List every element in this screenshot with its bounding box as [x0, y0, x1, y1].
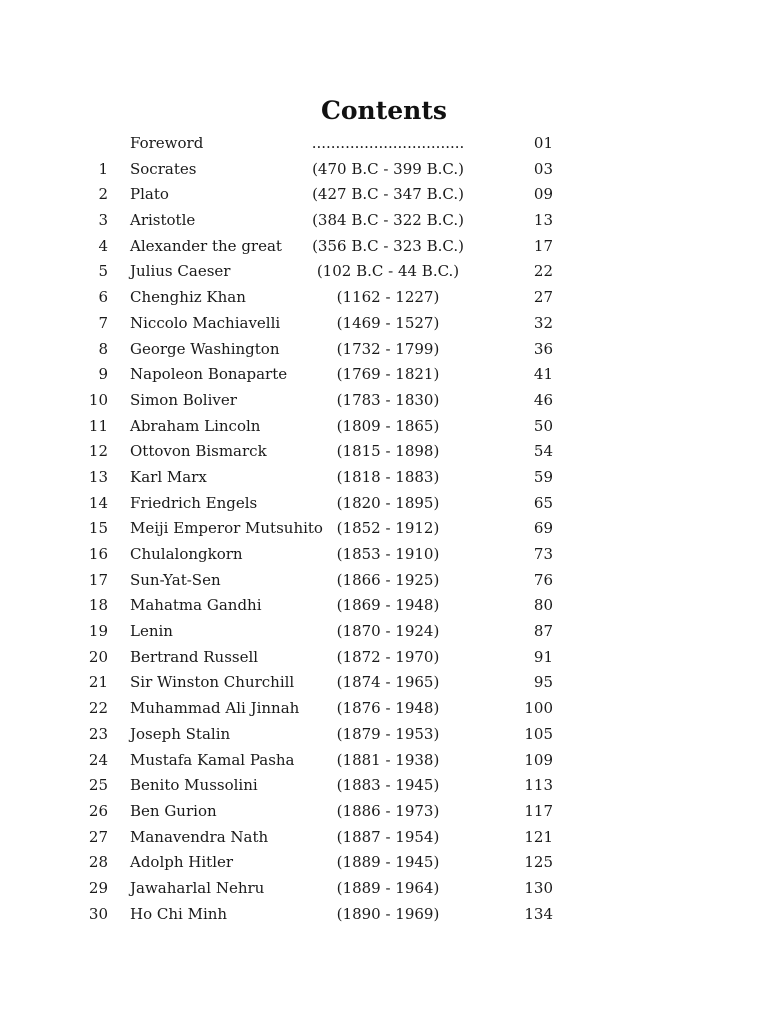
toc-entry: [0, 645, 768, 671]
toc-entry: [0, 388, 768, 414]
toc-entry: [0, 902, 768, 928]
toc-entry: [0, 696, 768, 722]
toc-entry: [0, 439, 768, 465]
entry-number: 21: [88, 673, 108, 692]
entry-number: 12: [88, 442, 108, 461]
entry-name: Julius Caeser: [130, 262, 231, 281]
entry-name: Ho Chi Minh: [130, 904, 228, 923]
entry-name: Foreword: [130, 134, 204, 152]
toc-entry: [0, 414, 768, 440]
toc-entry: [0, 568, 768, 594]
entry-page-number: 130: [524, 878, 553, 897]
entry-page-number: 54: [533, 442, 553, 461]
entry-dates: (1887 - 1954): [336, 827, 440, 846]
toc-entry: [0, 311, 768, 337]
entry-page-number: 41: [533, 365, 553, 384]
entry-name: Jawaharlal Nehru: [130, 878, 265, 897]
entry-page-number: 01: [533, 134, 553, 152]
entry-name: Chenghiz Khan: [130, 288, 246, 307]
entry-dates: (1469 - 1527): [336, 313, 440, 332]
entry-page-number: 113: [524, 776, 553, 795]
entry-number: 14: [88, 493, 108, 512]
entry-number: 26: [88, 801, 108, 820]
entry-number: 20: [88, 647, 108, 666]
entry-name: Abraham Lincoln: [130, 416, 261, 435]
entry-name: Manavendra Nath: [130, 827, 269, 846]
entry-name: Karl Marx: [130, 467, 207, 486]
entry-page-number: 117: [524, 801, 553, 820]
entry-number: 2: [98, 185, 108, 204]
entry-number: 6: [98, 288, 108, 307]
entry-name: Adolph Hitler: [130, 853, 234, 872]
toc-entry: [0, 131, 768, 157]
entry-number: 17: [88, 570, 108, 589]
entry-number: 29: [88, 878, 108, 897]
entry-dates: (1890 - 1969): [336, 904, 440, 923]
toc-entry: [0, 773, 768, 799]
entry-dates: (1872 - 1970): [336, 647, 440, 666]
entry-page-number: 73: [533, 545, 553, 563]
entry-page-number: 125: [524, 853, 553, 872]
entry-dates: (470 B.C - 399 B.C.): [312, 159, 464, 178]
entry-dates: (1732 - 1799): [336, 339, 440, 358]
toc-entry: [0, 850, 768, 876]
entry-page-number: 46: [533, 390, 553, 409]
toc-entry: [0, 748, 768, 774]
entry-name: Napoleon Bonaparte: [130, 365, 288, 384]
entry-dates: (1874 - 1965): [336, 673, 440, 692]
entry-number: 22: [88, 699, 108, 718]
entry-name: Meiji Emperor Mutsuhito: [130, 519, 323, 538]
entry-number: 15: [88, 519, 108, 538]
entry-number: 3: [98, 211, 108, 230]
toc-entry: [0, 670, 768, 696]
entry-name: Lenin: [130, 622, 173, 641]
entry-name: Ben Gurion: [130, 801, 217, 820]
entry-number: 24: [88, 750, 108, 769]
entry-dates: (1869 - 1948): [336, 596, 440, 615]
entry-dates: (1852 - 1912): [336, 519, 440, 538]
entry-name: Mustafa Kamal Pasha: [130, 750, 295, 769]
entry-dates: (1820 - 1895): [336, 493, 440, 512]
toc-entry: [0, 516, 768, 542]
toc-entry: [0, 157, 768, 183]
entry-dates: (1881 - 1938): [336, 750, 440, 769]
toc-entry: [0, 465, 768, 491]
toc-entry: [0, 593, 768, 619]
toc-entry: [0, 619, 768, 645]
entry-number: 7: [98, 313, 108, 332]
toc-entry: [0, 259, 768, 285]
entry-number: 16: [88, 545, 108, 563]
entry-dates: (1879 - 1953): [336, 724, 440, 743]
entry-page-number: 36: [533, 339, 553, 358]
toc-entry: [0, 337, 768, 363]
toc-entry: [0, 362, 768, 388]
entry-page-number: 121: [524, 827, 553, 846]
entry-page-number: 95: [533, 673, 553, 692]
entry-number: 13: [88, 467, 108, 486]
entry-page-number: 80: [533, 596, 553, 615]
entry-dates: (1809 - 1865): [336, 416, 440, 435]
entry-page-number: 13: [533, 211, 553, 230]
entry-dates: (1853 - 1910): [336, 545, 440, 563]
page-title: Contents: [320, 96, 447, 125]
entry-number: 25: [88, 776, 108, 795]
toc-entry: [0, 234, 768, 260]
entry-name: Sir Winston Churchill: [130, 673, 295, 692]
entry-name: Plato: [130, 185, 169, 204]
entry-page-number: 69: [533, 519, 553, 538]
entry-name: Joseph Stalin: [130, 724, 231, 743]
entry-dates: (1783 - 1830): [336, 390, 440, 409]
entry-dates: (1815 - 1898): [336, 442, 440, 461]
entry-name: Bertrand Russell: [130, 647, 259, 666]
entry-name: Simon Boliver: [130, 390, 237, 409]
entry-name: Socrates: [130, 159, 197, 178]
toc-entry: [0, 542, 768, 568]
entry-number: 19: [88, 622, 108, 641]
entry-page-number: 32: [533, 313, 553, 332]
entry-dates: (102 B.C - 44 B.C.): [316, 262, 460, 281]
entry-page-number: 100: [524, 699, 553, 718]
entry-page-number: 03: [533, 159, 553, 178]
entry-page-number: 134: [524, 904, 553, 923]
entry-name: Muhammad Ali Jinnah: [130, 699, 300, 718]
toc-entry: [0, 825, 768, 851]
entry-page-number: 09: [533, 185, 553, 204]
entry-page-number: 17: [533, 236, 553, 255]
entry-number: 28: [88, 853, 108, 872]
entry-page-number: 105: [524, 724, 553, 743]
entry-dates: (1889 - 1964): [336, 878, 440, 897]
entry-page-number: 76: [533, 570, 553, 589]
entry-number: 4: [98, 236, 108, 255]
entry-page-number: 59: [533, 467, 553, 486]
entry-dates: (1883 - 1945): [336, 776, 440, 795]
entry-dates: (1886 - 1973): [336, 801, 440, 820]
entry-page-number: 109: [524, 750, 553, 769]
entry-page-number: 50: [533, 416, 553, 435]
entry-number: 18: [88, 596, 108, 615]
toc-entry: [0, 876, 768, 902]
entry-page-number: 91: [533, 647, 553, 666]
entry-dates: (1162 - 1227): [336, 288, 440, 307]
entry-dates: (1769 - 1821): [336, 365, 440, 384]
entry-dates: (384 B.C - 322 B.C.): [312, 211, 464, 230]
entry-number: 23: [88, 724, 108, 743]
entry-dates: (1818 - 1883): [336, 467, 440, 486]
entry-name: Niccolo Machiavelli: [130, 313, 281, 332]
entry-number: 8: [98, 339, 108, 358]
entry-name: Alexander the great: [130, 236, 282, 255]
toc-entry: [0, 208, 768, 234]
entry-number: 10: [88, 390, 108, 409]
entry-dates: ................................: [311, 134, 465, 152]
table-of-contents: [0, 131, 768, 927]
toc-entry: [0, 182, 768, 208]
entry-dates: (427 B.C - 347 B.C.): [312, 185, 464, 204]
entry-number: 11: [88, 416, 108, 435]
entry-page-number: 27: [533, 288, 553, 307]
entry-page-number: 87: [533, 622, 553, 641]
toc-entry: [0, 722, 768, 748]
entry-name: Friedrich Engels: [130, 493, 258, 512]
toc-entry: [0, 491, 768, 517]
entry-name: Chulalongkorn: [130, 545, 243, 563]
entry-page-number: 22: [533, 262, 553, 281]
entry-name: Mahatma Gandhi: [130, 596, 262, 615]
entry-dates: (356 B.C - 323 B.C.): [312, 236, 464, 255]
entry-number: 1: [98, 159, 108, 178]
entry-name: Benito Mussolini: [130, 776, 258, 795]
entry-number: 27: [88, 827, 108, 846]
entry-name: George Washington: [130, 339, 280, 358]
toc-entry: [0, 799, 768, 825]
entry-name: Sun-Yat-Sen: [130, 570, 221, 589]
entry-name: Aristotle: [130, 211, 196, 230]
entry-dates: (1866 - 1925): [336, 570, 440, 589]
entry-dates: (1876 - 1948): [336, 699, 440, 718]
entry-name: Ottovon Bismarck: [130, 442, 267, 461]
entry-dates: (1870 - 1924): [336, 622, 440, 641]
entry-number: 9: [98, 365, 108, 384]
entry-dates: (1889 - 1945): [336, 853, 440, 872]
entry-page-number: 65: [533, 493, 553, 512]
entry-number: 5: [98, 262, 108, 281]
entry-number: 30: [88, 904, 108, 923]
toc-entry: [0, 285, 768, 311]
